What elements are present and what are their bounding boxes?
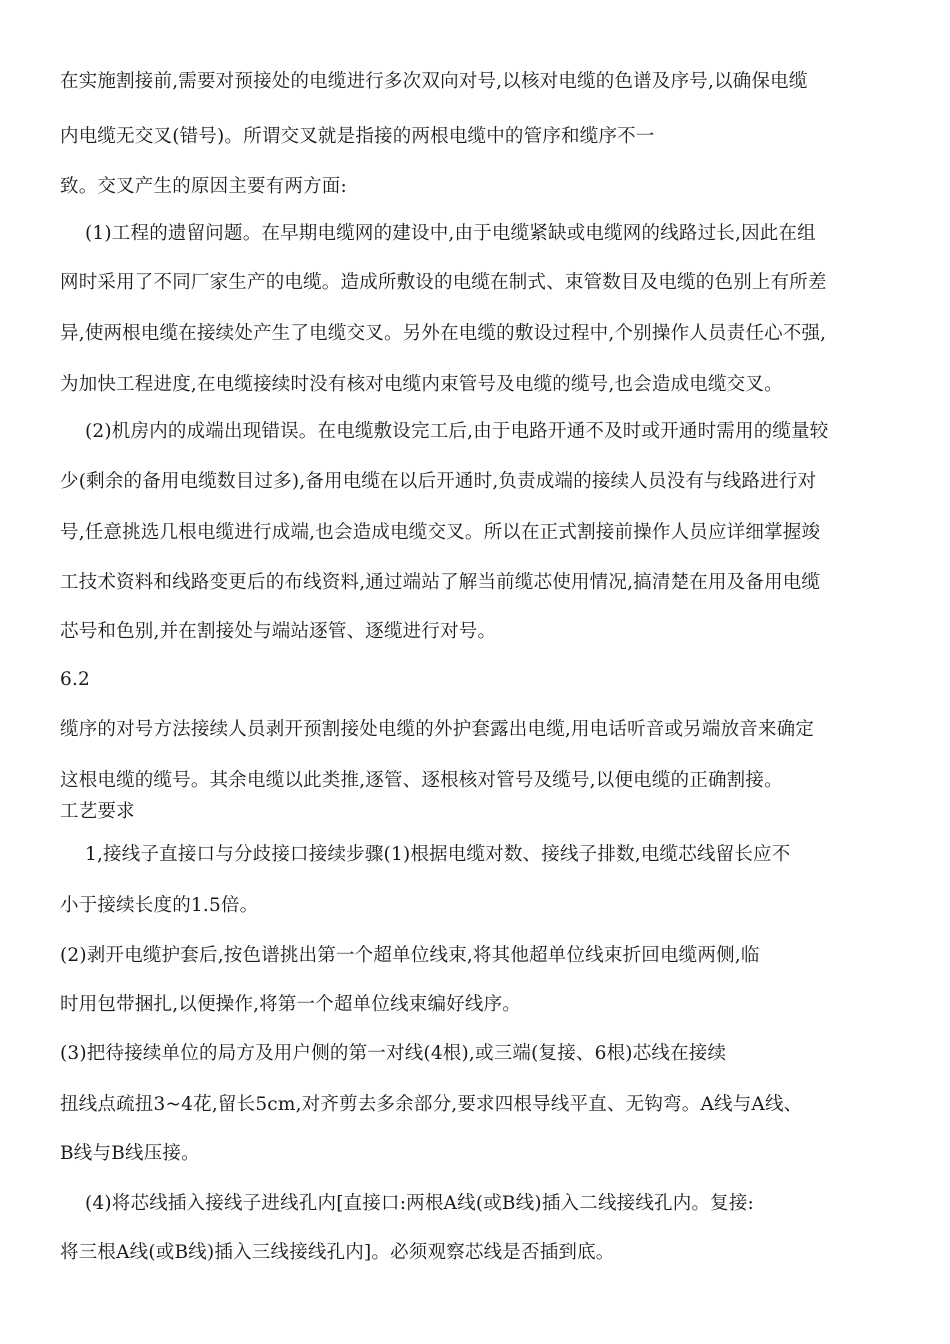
text-line: 1,接线子直接口与分歧接口接续步骤(1)根据电缆对数、接线子排数,电缆芯线留长应不 xyxy=(85,844,791,865)
text-line: B线与B线压接。 xyxy=(60,1143,200,1164)
text-line: 异,使两根电缆在接续处产生了电缆交叉。另外在电缆的敷设过程中,个别操作人员责任心不强, xyxy=(60,323,827,344)
text-line: 小于接续长度的1.5倍。 xyxy=(60,895,259,916)
text-line: 为加快工程进度,在电缆接续时没有核对电缆内束管号及电缆的缆号,也会造成电缆交叉。 xyxy=(60,374,783,395)
text-line: 这根电缆的缆号。其余电缆以此类推,逐管、逐根核对管号及缆号,以便电缆的正确割接。 xyxy=(60,770,783,791)
text-line: 扭线点疏扭3~4花,留长5cm,对齐剪去多余部分,要求四根导线平直、无钩弯。A线与A线、 xyxy=(60,1094,803,1115)
text-line: 少(剩余的备用电缆数目过多),备用电缆在以后开通时,负责成端的接续人员没有与线路进行对 xyxy=(60,471,817,492)
text-line: (2)机房内的成端出现错误。在电缆敷设完工后,由于电路开通不及时或开通时需用的缆量较 xyxy=(85,421,829,442)
text-line: 号,任意挑选几根电缆进行成端,也会造成电缆交叉。所以在正式割接前操作人员应详细掌握竣 xyxy=(60,522,821,543)
text-line: (1)工程的遗留问题。在早期电缆网的建设中,由于电缆紧缺或电缆网的线路过长,因此在组 xyxy=(85,223,816,244)
text-line: (2)剥开电缆护套后,按色谱挑出第一个超单位线束,将其他超单位线束折回电缆两侧,临 xyxy=(60,945,760,966)
text-line: 工技术资料和线路变更后的布线资料,通过端站了解当前缆芯使用情况,搞清楚在用及备用电缆 xyxy=(60,572,821,593)
text-line: 芯号和色别,并在割接处与端站逐管、逐缆进行对号。 xyxy=(60,621,497,642)
text-line: 网时采用了不同厂家生产的电缆。造成所敷设的电缆在制式、束管数目及电缆的色别上有所差 xyxy=(60,272,827,293)
text-line: 缆序的对号方法接续人员剥开预割接处电缆的外护套露出电缆,用电话听音或另端放音来确定 xyxy=(60,719,815,740)
text-line: (3)把待接续单位的局方及用户侧的第一对线(4根),或三端(复接、6根)芯线在接续 xyxy=(60,1043,727,1064)
text-line: (4)将芯线插入接线子进线孔内[直接口:两根A线(或B线)插入二线接线孔内。复接: xyxy=(85,1193,754,1214)
section-heading: 工艺要求 xyxy=(60,801,135,822)
text-line: 致。交叉产生的原因主要有两方面: xyxy=(60,176,347,197)
text-line: 时用包带捆扎,以便操作,将第一个超单位线束编好线序。 xyxy=(60,994,521,1015)
text-line: 内电缆无交叉(错号)。所谓交叉就是指接的两根电缆中的管序和缆序不一 xyxy=(60,126,655,147)
text-line: 在实施割接前,需要对预接处的电缆进行多次双向对号,以核对电缆的色谱及序号,以确保电缆 xyxy=(60,71,808,92)
text-line: 将三根A线(或B线)插入三线接线孔内]。必须观察芯线是否插到底。 xyxy=(60,1242,615,1263)
section-number: 6.2 xyxy=(60,669,91,690)
